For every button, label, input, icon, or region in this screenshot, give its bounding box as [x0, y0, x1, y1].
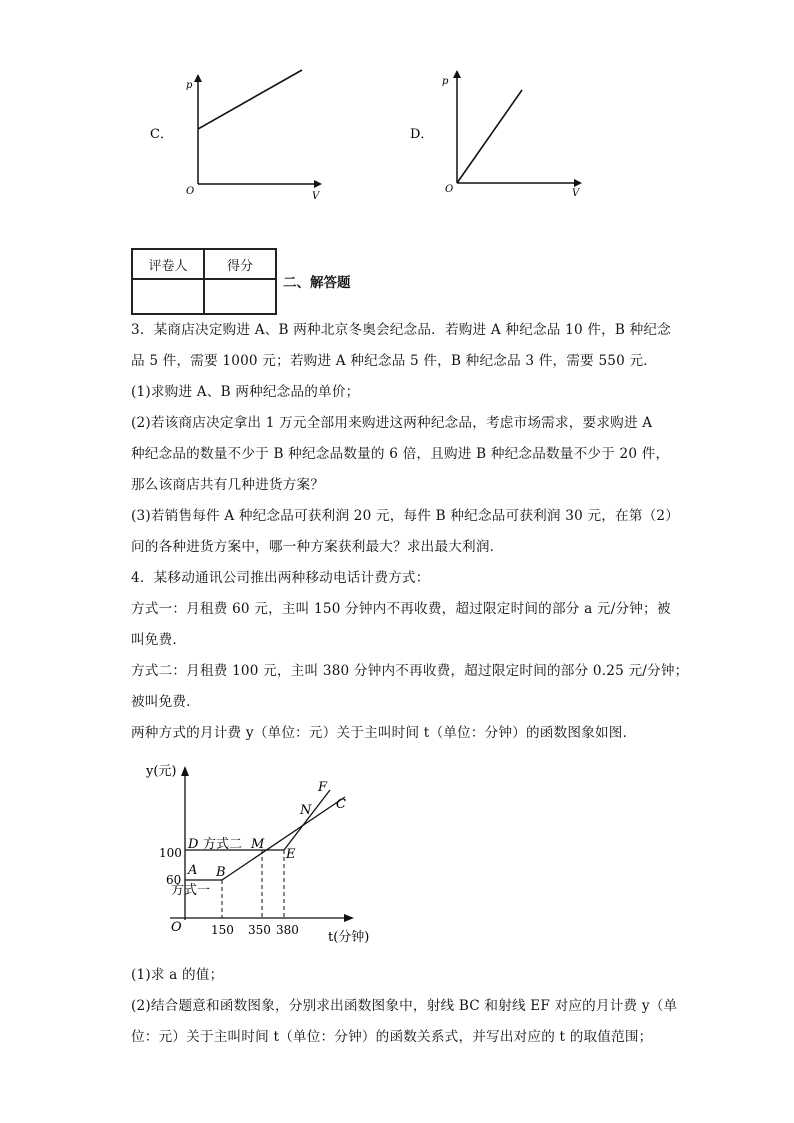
point-b: B — [216, 865, 226, 880]
graph-line — [198, 70, 302, 129]
p-axis-label: p — [186, 80, 193, 91]
point-e: E — [286, 847, 296, 862]
point-m: M — [251, 837, 265, 852]
q3-part3-line1: (3)若销售每件 A 种纪念品可获利润 20 元，每件 B 种纪念品可获利润 30 元，在第（2） — [131, 508, 680, 524]
q3-part2-line3: 那么该商店共有几种进货方案？ — [131, 477, 325, 493]
fee-graph — [140, 760, 390, 955]
option-c-label: C． — [150, 127, 173, 142]
point-c: C — [336, 797, 346, 812]
point-n: N — [300, 803, 312, 818]
q4-method2-line2: 被叫免费． — [131, 694, 200, 710]
y-tick-100: 100 — [159, 846, 182, 860]
x-tick-350: 350 — [248, 923, 271, 937]
point-a: A — [188, 863, 198, 878]
q4-part1: (1)求 a 的值； — [131, 967, 224, 983]
x-tick-380: 380 — [276, 923, 299, 937]
score-cell — [204, 279, 276, 314]
q3-part2-line2: 种纪念品的数量不少于 B 种纪念品数量的 6 倍，且购进 B 种纪念品数量不少于 20 件， — [131, 446, 670, 462]
graph-line — [457, 90, 522, 183]
origin-label: O — [171, 920, 182, 935]
p-axis-label: p — [442, 76, 449, 87]
y-axis-label: y(元) — [146, 764, 177, 779]
q3-stem-line2: 品 5 件，需要 1000 元；若购进 A 种纪念品 5 件，B 种纪念品 3 件，需要 550 元． — [131, 353, 658, 369]
origin-label: O — [186, 186, 195, 197]
graph-d — [400, 62, 600, 207]
score-table — [131, 248, 277, 315]
graph-c — [140, 62, 340, 207]
q4-graph-intro: 两种方式的月计费 y（单位：元）关于主叫时间 t（单位：分钟）的函数图象如图． — [131, 725, 637, 741]
method1-label: 方式一 — [171, 883, 211, 898]
grader-header: 评卷人 — [132, 249, 204, 279]
origin-label: O — [445, 184, 454, 195]
point-f: F — [318, 780, 328, 795]
score-header: 得分 — [204, 249, 276, 279]
q4-method1-line2: 叫免费． — [131, 632, 187, 648]
option-d-label: D． — [410, 127, 434, 142]
x-tick-150: 150 — [211, 923, 234, 937]
q3-stem-line1: 3．某商店决定购进 A、B 两种北京冬奥会纪念品．若购进 A 种纪念品 10 件，B 种纪念 — [131, 322, 672, 338]
v-axis-label: V — [312, 191, 320, 202]
v-axis-label: V — [572, 188, 580, 199]
grader-cell — [132, 279, 204, 314]
ray-ef — [284, 790, 330, 850]
q4-method2-line1: 方式二：月租费 100 元，主叫 380 分钟内不再收费，超过限定时间的部分 0.25 元/分钟； — [131, 663, 689, 679]
q4-part2-line1: (2)结合题意和函数图象，分别求出函数图象中，射线 BC 和射线 EF 对应的月计费 y（单 — [131, 998, 678, 1014]
q4-part2-line2: 位：元）关于主叫时间 t（单位：分钟）的函数关系式，并写出对应的 t 的取值范围； — [131, 1029, 653, 1045]
point-d: D — [188, 837, 199, 852]
x-axis-label: t(分钟) — [328, 930, 370, 945]
y-tick-60: 60 — [166, 873, 182, 887]
q3-part3-line2: 问的各种进货方案中，哪一种方案获利最大？求出最大利润． — [131, 539, 504, 555]
q4-stem: 4．某移动通讯公司推出两种移动电话计费方式： — [131, 570, 430, 586]
q3-part2-line1: (2)若该商店决定拿出 1 万元全部用来购进这两种纪念品，考虑市场需求，要求购进 A — [131, 415, 653, 431]
section-title: 二、解答题 — [283, 275, 351, 291]
method2-label: 方式二 — [203, 837, 243, 852]
q3-part1: (1)求购进 A、B 两种纪念品的单价； — [131, 384, 360, 400]
q4-method1-line1: 方式一：月租费 60 元，主叫 150 分钟内不再收费，超过限定时间的部分 a 元/分钟；被 — [131, 601, 671, 617]
